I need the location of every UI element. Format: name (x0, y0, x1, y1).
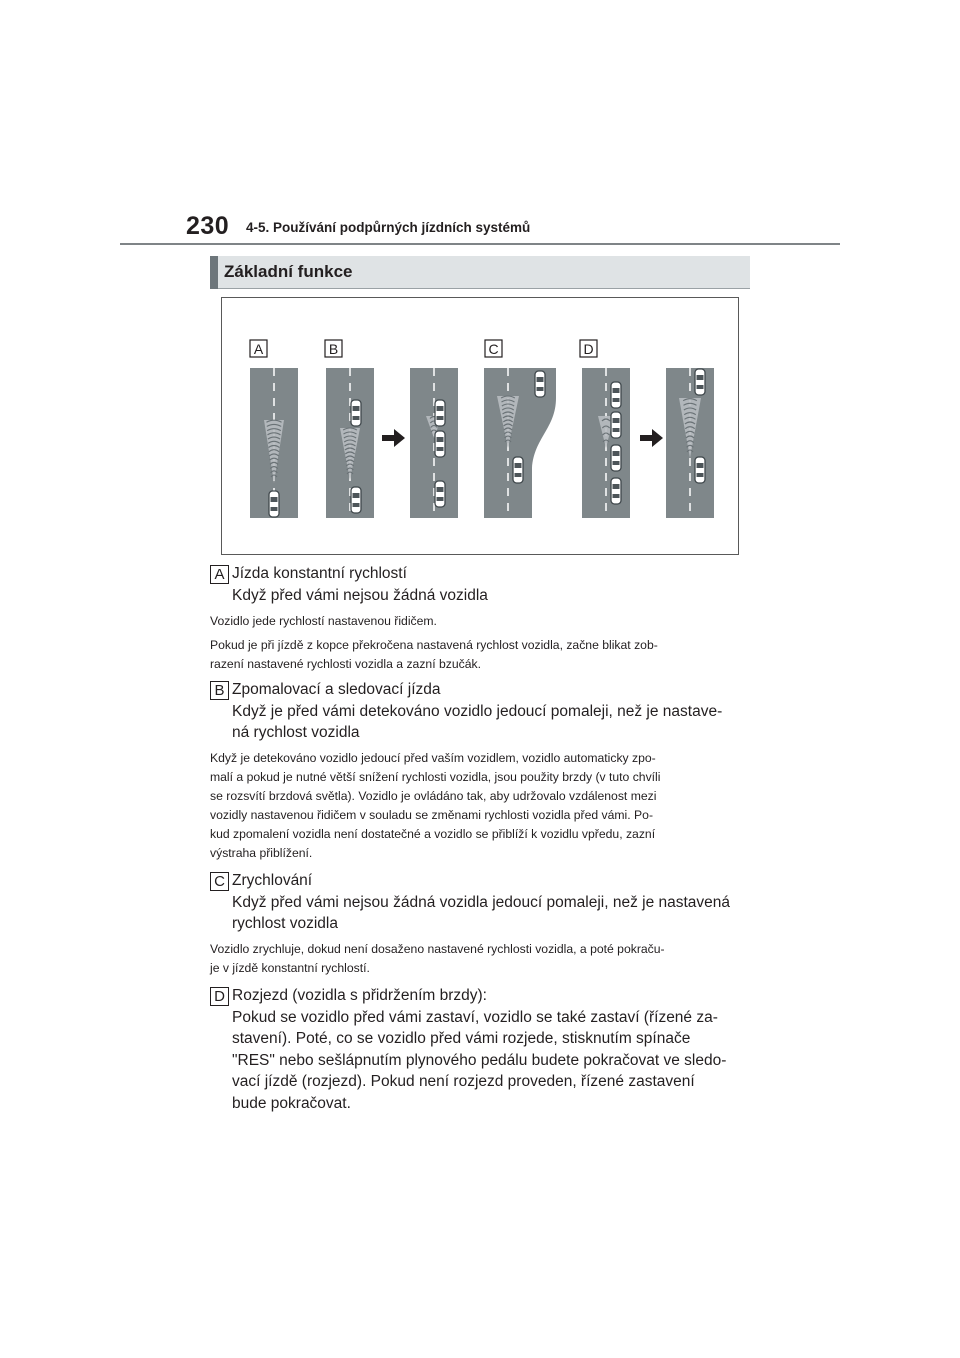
entry-d-title (232, 985, 762, 1114)
svg-text:A: A (253, 341, 264, 357)
entry-c-desc-line: je v jízdě konstantní rychlostí. (210, 961, 370, 975)
entry-b-title-line: Když je před vámi detekováno vozidlo jedoucí pomaleji, než je nastave- (232, 702, 723, 720)
entry-b-title (232, 679, 762, 744)
cruise-control-figure (221, 297, 739, 555)
entry-d-title-line: Rozjezd (vozidla s přidržením brzdy): (232, 987, 487, 1004)
road-diagram (222, 298, 738, 554)
chapter-title: 4-5. Používání podpůrných jízdních systémů (246, 220, 531, 235)
svg-text:D: D (583, 341, 594, 357)
transition-arrow-d (640, 429, 663, 447)
own-vehicle (695, 457, 705, 483)
entry-b-desc-line: malí a pokud je nutné větší snížení rychlosti vozidla, jsou použity brzdy (v tuto chvíli (210, 770, 661, 784)
header-rule (120, 243, 840, 245)
entry-c-description (210, 940, 755, 978)
figure-label-b (325, 340, 342, 357)
entry-b-title-line: Zpomalovací a sledovací jízda (232, 681, 441, 698)
entry-a-title-line: Když před vámi nejsou žádná vozidla (232, 586, 488, 604)
own-vehicle (351, 487, 361, 513)
entry-a-title-line: Jízda konstantní rychlostí (232, 565, 407, 582)
entry-b-desc-line: Když je detekováno vozidlo jedoucí před vaším vozidlem, vozidlo automaticky zpo- (210, 751, 656, 765)
marker-b: B (210, 681, 229, 700)
entry-c-title-line: rychlost vozidla (232, 915, 338, 932)
entry-d-title-line: "RES" nebo sešlápnutím plynového pedálu budete pokračovat ve sledo- (232, 1051, 727, 1069)
own-vehicle (435, 431, 445, 457)
lead-vehicle (611, 382, 621, 408)
section-heading (210, 256, 750, 289)
own-vehicle (611, 445, 621, 471)
section-title: Základní funkce (224, 262, 353, 281)
figure-label-d (580, 340, 597, 357)
entry-d-title-line: stavení). Poté, co se vozidlo před vámi rozjede, stisknutím spínače (232, 1030, 691, 1047)
entry-d-title-line: bude pokračovat. (232, 1094, 351, 1112)
figure-label-a (250, 340, 267, 357)
lead-vehicle (351, 400, 361, 426)
entry-b-desc-line: vozidly nastavenou řidičem v souladu se změnami rychlosti vozidla před vámi. Po- (210, 808, 654, 822)
marker-c: C (210, 872, 229, 891)
svg-text:C: C (488, 341, 499, 357)
transition-arrow-b (382, 429, 405, 447)
figure-label-c (485, 340, 502, 357)
entry-a-desc-line: razení nastavené rychlosti vozidla a zazní bzučák. (210, 657, 481, 671)
svg-text:B: B (328, 341, 339, 357)
marker-a: A (210, 565, 229, 584)
entry-a-description (210, 612, 755, 674)
marker-d: D (210, 987, 229, 1006)
section-accent (210, 256, 218, 289)
lead-vehicle (695, 369, 705, 395)
own-vehicle (513, 457, 523, 483)
entry-b-title-line: ná rychlost vozidla (232, 724, 360, 741)
entry-c-desc-line: Vozidlo zrychluje, dokud není dosaženo nastavené rychlosti vozidla, a poté pokraču- (210, 942, 665, 956)
roads (250, 368, 714, 518)
entry-b-desc-line: se rozsvítí brzdová světla). Vozidlo je ovládáno tak, aby udržovalo vzdálenost mezi (210, 789, 657, 803)
entry-a-desc-line: Vozidlo jede rychlostí nastavenou řidičem. (210, 614, 437, 628)
entry-a-title (232, 563, 762, 606)
entry-a-desc-line: Pokud je při jízdě z kopce překročena nastavená rychlost vozidla, začne blikat zob- (210, 638, 658, 652)
entry-c-title-line: Když před vámi nejsou žádná vozidla jedoucí pomaleji, než je nastavená (232, 893, 731, 911)
entry-c-title (232, 870, 762, 935)
own-vehicle (611, 478, 621, 504)
page-number: 230 (186, 212, 230, 240)
own-vehicle (435, 481, 445, 507)
entry-b-description (210, 749, 755, 863)
entry-d-title-line: vací jízdě (rozjezd). Pokud není rozjezd proveden, řízené zastavení (232, 1073, 695, 1090)
entry-d-title-line: Pokud se vozidlo před vámi zastaví, vozidlo se také zastaví (řízené za- (232, 1008, 718, 1026)
entry-b-desc-line: výstraha přiblížení. (210, 846, 313, 860)
own-vehicle (269, 491, 279, 517)
entry-c-title-line: Zrychlování (232, 872, 313, 889)
lead-vehicle (435, 400, 445, 426)
lead-vehicle (535, 371, 545, 397)
lead-vehicle (611, 412, 621, 438)
entry-b-desc-line: kud zpomalení vozidla není dostatečné a vozidlo se přiblíží k vozidlu vpředu, zazní (210, 827, 656, 841)
